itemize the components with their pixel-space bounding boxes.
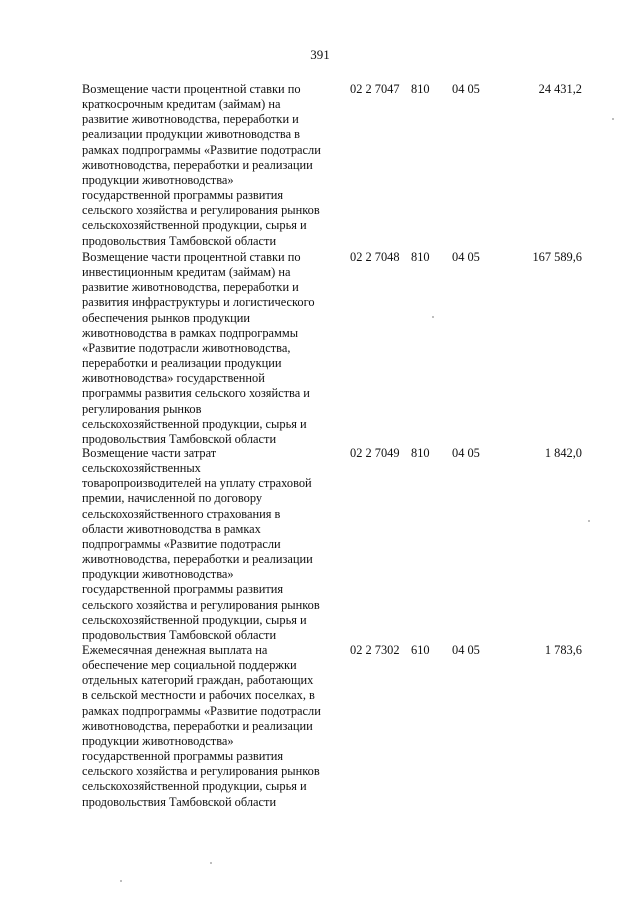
row-description: Возмещение части процентной ставки по инвестиционным кредитам (займам) на развитие животноводства, переработки и развития инфраструктуры и логистического обеспечения рынков продукции животноводства в рамках подпрограммы «Развитие подотрасли животноводства, переработки и реализации продукции животноводства» государственной программы развития сельского хозяйства и регулирования рынков сельскохозяйственной продукции, сырья и продовольствия Тамбовской области [82, 250, 315, 446]
row-amount: 1 842,0 [544, 446, 582, 460]
expense-type-code: 810 [411, 446, 430, 460]
section-code: 04 05 [452, 643, 480, 657]
scan-speck [612, 118, 614, 120]
row-description: Возмещение части процентной ставки по краткосрочным кредитам (займам) на развитие животноводства, переработки и реализации продукции животноводства в рамках подпрограммы «Развитие подотрасли животноводства, переработки и реализации продукции животноводства» государственной программы развития сельского хозяйства и регулирования рынков сельскохозяйственной продукции, сырья и продовольствия Тамбовской области [82, 82, 321, 248]
scan-speck [120, 880, 122, 882]
expense-type-code: 810 [411, 250, 430, 264]
row-description: Возмещение части затрат сельскохозяйственных товаропроизводителей на уплату страховой премии, начисленной по договору сельскохозяйственного страхования в области животноводства в рамках подпрограммы «Развитие подотрасли животноводства, переработки и реализации продукции животноводства» государственной программы развития сельского хозяйства и регулирования рынков сельскохозяйственной продукции, сырья и продовольствия Тамбовской области [82, 446, 320, 642]
page-number: 391 [310, 47, 330, 62]
scan-speck [588, 520, 590, 522]
expense-type-code: 610 [411, 643, 430, 657]
target-article-code: 02 2 7302 [350, 643, 400, 657]
target-article-code: 02 2 7049 [350, 446, 400, 460]
section-code: 04 05 [452, 446, 480, 460]
row-amount: 167 589,6 [532, 250, 582, 264]
target-article-code: 02 2 7047 [350, 82, 400, 96]
scan-speck [210, 862, 212, 864]
scan-speck [432, 316, 434, 318]
row-amount: 1 783,6 [544, 643, 582, 657]
row-amount: 24 431,2 [538, 82, 582, 96]
section-code: 04 05 [452, 250, 480, 264]
expense-type-code: 810 [411, 82, 430, 96]
row-description: Ежемесячная денежная выплата на обеспечение мер социальной поддержки отдельных категорий граждан, работающих в сельской местности и рабочих поселках, в рамках подпрограммы «Развитие подотрасли животноводства, переработки и реализации продукции животноводства» государственной программы развития сельского хозяйства и регулирования рынков сельскохозяйственной продукции, сырья и продовольствия Тамбовской области [82, 643, 321, 809]
target-article-code: 02 2 7048 [350, 250, 400, 264]
section-code: 04 05 [452, 82, 480, 96]
